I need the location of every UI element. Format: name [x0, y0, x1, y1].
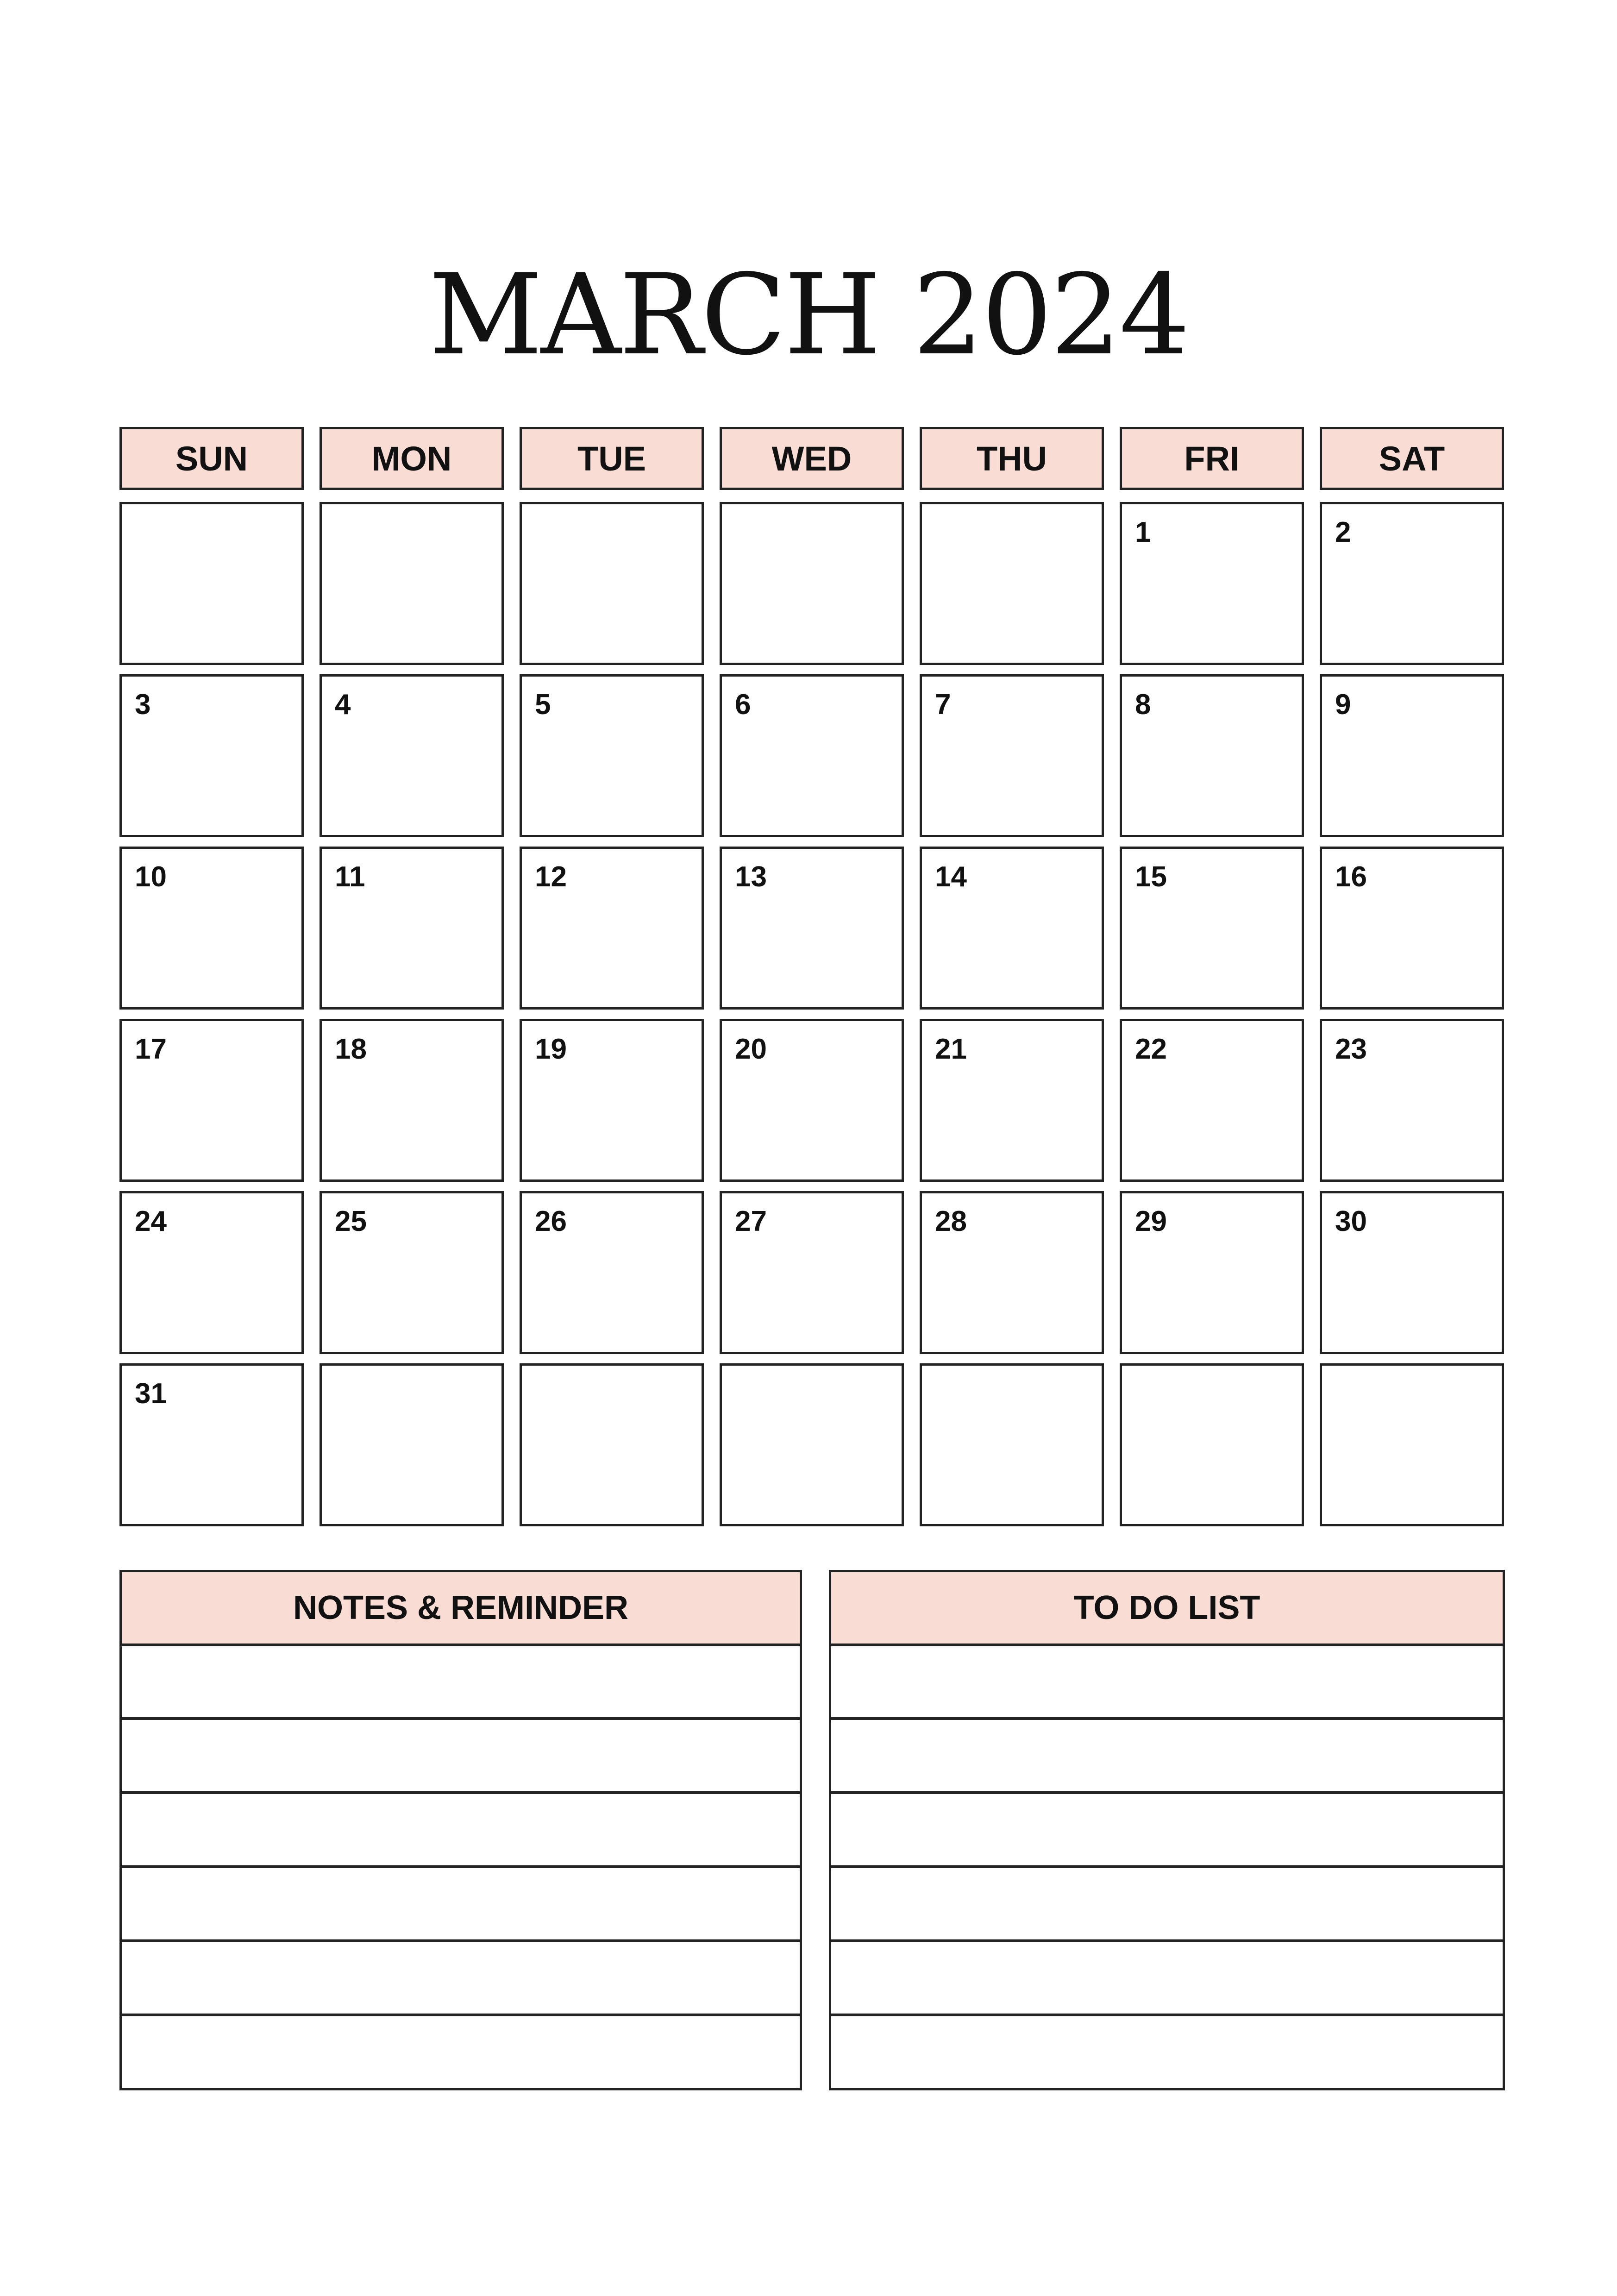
- day-cell[interactable]: [1120, 1019, 1304, 1182]
- day-cell[interactable]: [1120, 674, 1304, 837]
- day-cell[interactable]: [1320, 1363, 1504, 1526]
- day-number: 2: [1335, 516, 1351, 548]
- day-cell[interactable]: [920, 674, 1104, 837]
- day-number: 24: [135, 1205, 167, 1237]
- day-cell[interactable]: [320, 1191, 504, 1354]
- day-cell[interactable]: [119, 1019, 304, 1182]
- day-cell[interactable]: [320, 674, 504, 837]
- day-number: 6: [735, 689, 751, 721]
- day-cell[interactable]: [320, 1019, 504, 1182]
- day-cell[interactable]: [520, 502, 704, 665]
- day-cell[interactable]: [720, 1191, 904, 1354]
- weekday-header-sat: SAT: [1320, 427, 1504, 490]
- day-number: 22: [1135, 1033, 1167, 1065]
- todo-line[interactable]: [831, 2014, 1503, 2016]
- day-number: 10: [135, 861, 167, 893]
- day-number: 26: [535, 1205, 567, 1237]
- notes-line[interactable]: [122, 1939, 800, 1942]
- notes-panel-title: NOTES & REMINDER: [122, 1572, 800, 1646]
- day-cell[interactable]: [119, 674, 304, 837]
- day-cell[interactable]: [920, 502, 1104, 665]
- day-cell[interactable]: [1120, 502, 1304, 665]
- day-cell[interactable]: [520, 847, 704, 1010]
- day-cell[interactable]: [1320, 674, 1504, 837]
- weekday-header-tue: TUE: [520, 427, 704, 490]
- page-title: MARCH 2024: [429, 250, 1188, 380]
- day-number: 18: [335, 1033, 367, 1065]
- day-number: 30: [1335, 1205, 1367, 1237]
- day-cell[interactable]: [320, 1363, 504, 1526]
- day-cell[interactable]: [520, 1019, 704, 1182]
- day-cell[interactable]: [119, 502, 304, 665]
- day-number: 27: [735, 1205, 767, 1237]
- day-cell[interactable]: [1320, 1019, 1504, 1182]
- day-cell[interactable]: [119, 1191, 304, 1354]
- todo-line[interactable]: [831, 1939, 1503, 1942]
- day-number: 25: [335, 1205, 367, 1237]
- day-number: 9: [1335, 689, 1351, 721]
- notes-line[interactable]: [122, 1717, 800, 1720]
- day-number: 5: [535, 689, 551, 721]
- day-cell[interactable]: [320, 847, 504, 1010]
- day-number: 1: [1135, 516, 1151, 548]
- day-number: 4: [335, 689, 351, 721]
- day-cell[interactable]: [1320, 847, 1504, 1010]
- day-number: 8: [1135, 689, 1151, 721]
- todo-line[interactable]: [831, 1865, 1503, 1868]
- day-cell[interactable]: [720, 1019, 904, 1182]
- day-number: 20: [735, 1033, 767, 1065]
- day-number: 13: [735, 861, 767, 893]
- weekday-header-mon: MON: [320, 427, 504, 490]
- day-number: 23: [1335, 1033, 1367, 1065]
- todo-panel-title: TO DO LIST: [831, 1572, 1503, 1646]
- day-cell[interactable]: [720, 674, 904, 837]
- day-number: 28: [935, 1205, 967, 1237]
- weekday-header-fri: FRI: [1120, 427, 1304, 490]
- day-cell[interactable]: [520, 1191, 704, 1354]
- todo-line[interactable]: [831, 1717, 1503, 1720]
- day-cell[interactable]: [119, 847, 304, 1010]
- day-cell[interactable]: [920, 847, 1104, 1010]
- day-number: 11: [335, 861, 365, 893]
- day-number: 21: [935, 1033, 967, 1065]
- day-cell[interactable]: [1320, 1191, 1504, 1354]
- notes-line[interactable]: [122, 2014, 800, 2016]
- weekday-header-sun: SUN: [119, 427, 304, 490]
- day-number: 12: [535, 861, 567, 893]
- day-cell[interactable]: [1320, 502, 1504, 665]
- day-number: 3: [135, 689, 151, 721]
- day-number: 19: [535, 1033, 567, 1065]
- day-cell[interactable]: [1120, 1363, 1304, 1526]
- day-number: 7: [935, 689, 951, 721]
- day-cell[interactable]: [520, 674, 704, 837]
- day-cell[interactable]: [520, 1363, 704, 1526]
- day-cell[interactable]: [720, 1363, 904, 1526]
- day-number: 14: [935, 861, 967, 893]
- weekday-header-wed: WED: [720, 427, 904, 490]
- weekday-header-thu: THU: [920, 427, 1104, 490]
- day-cell[interactable]: [920, 1363, 1104, 1526]
- day-cell[interactable]: [920, 1191, 1104, 1354]
- day-number: 29: [1135, 1205, 1167, 1237]
- day-number: 16: [1335, 861, 1367, 893]
- day-number: 17: [135, 1033, 167, 1065]
- day-cell[interactable]: [720, 847, 904, 1010]
- notes-line[interactable]: [122, 1865, 800, 1868]
- day-cell[interactable]: [320, 502, 504, 665]
- day-cell[interactable]: [1120, 1191, 1304, 1354]
- todo-line[interactable]: [831, 1791, 1503, 1794]
- day-cell[interactable]: [1120, 847, 1304, 1010]
- day-number: 15: [1135, 861, 1167, 893]
- day-cell[interactable]: [720, 502, 904, 665]
- notes-line[interactable]: [122, 1791, 800, 1794]
- day-number: 31: [135, 1378, 167, 1410]
- day-cell[interactable]: [920, 1019, 1104, 1182]
- day-cell[interactable]: [119, 1363, 304, 1526]
- todo-panel: [829, 1570, 1505, 2090]
- notes-panel: [119, 1570, 802, 2090]
